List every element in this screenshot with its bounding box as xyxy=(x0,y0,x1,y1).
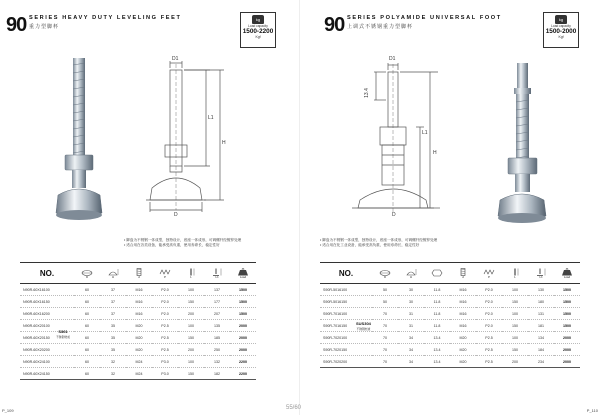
page-number: 55/60 xyxy=(286,405,302,411)
dim-13-4-label: 13.4 xyxy=(363,88,370,98)
dim-h-label: H xyxy=(433,150,437,156)
universal-foot-drawing xyxy=(320,60,450,230)
column-header-hex xyxy=(424,263,450,284)
table-cell: 1500 xyxy=(239,287,247,292)
column-header-load xyxy=(554,263,580,284)
table-cell: 135 xyxy=(214,323,220,328)
table-cell: 31 xyxy=(409,323,413,328)
column-header-pitch xyxy=(476,263,502,284)
table-cell: 131 xyxy=(538,311,544,316)
table-cell: 234 xyxy=(538,359,544,364)
table-cell: 150 xyxy=(188,335,194,340)
table-cell: N90R-60X20200 xyxy=(23,347,50,352)
table-header-row xyxy=(20,263,256,284)
table-cell: 60 xyxy=(85,323,89,328)
right-catalog-page xyxy=(300,0,600,415)
column-header-label: P xyxy=(488,275,490,279)
product-notes xyxy=(124,238,241,248)
series-number: 90 xyxy=(6,14,27,36)
table-cell: 1500 xyxy=(239,299,247,304)
table-cell: P2.5 xyxy=(161,335,169,340)
table-cell: 2000 xyxy=(239,347,247,352)
table-cell: 11.8 xyxy=(433,323,441,328)
table-cell: P2.0 xyxy=(485,323,493,328)
load-capacity-unit: Kgf xyxy=(558,35,564,39)
table-cell: P2.5 xyxy=(161,347,169,352)
table-cell: N90R-60X16150 xyxy=(23,299,50,304)
column-header-load xyxy=(230,263,256,284)
column-header-l xyxy=(178,263,204,284)
column-header-pitch xyxy=(152,263,178,284)
hex-wrench-icon xyxy=(431,269,443,277)
table-row xyxy=(20,356,256,368)
column-header-h xyxy=(100,263,126,284)
base-height-icon xyxy=(107,268,119,276)
load-capacity-value: 1500-2200 xyxy=(242,28,274,35)
table-row xyxy=(20,308,256,320)
table-cell: P2.0 xyxy=(161,287,169,292)
table-cell: 13.4 xyxy=(433,335,441,340)
series-title-en: SERIES POLYAMIDE UNIVERSAL FOOT xyxy=(347,15,502,21)
page-code: P_110 xyxy=(586,408,598,413)
table-cell: P2.0 xyxy=(161,299,169,304)
note-line: • 适合用在各类设备，能承受高负重，使用寿命长，稳定性好 xyxy=(124,243,220,247)
load-capacity-unit: Kgf xyxy=(255,35,261,39)
table-cell: P2.5 xyxy=(485,335,493,340)
table-row xyxy=(320,308,580,320)
table-cell: M16 xyxy=(459,287,467,292)
load-capacity-badge xyxy=(240,12,276,48)
series-title-cn: 重力型脚杯 xyxy=(29,24,60,30)
table-row xyxy=(320,332,580,344)
table-cell: 200 xyxy=(512,359,518,364)
table-cell: N90R-60X24150 xyxy=(23,371,50,376)
material-tag xyxy=(356,322,371,331)
dim-l1-label: L1 xyxy=(422,130,428,136)
column-header-label: Load xyxy=(563,275,571,279)
table-cell: 2000 xyxy=(239,323,247,328)
table-cell: 37 xyxy=(111,287,115,292)
thread-size-icon xyxy=(457,268,469,276)
thread-size-icon xyxy=(133,268,145,276)
spec-table xyxy=(320,262,580,368)
table-cell: P2.0 xyxy=(161,311,169,316)
table-cell: 137 xyxy=(214,287,220,292)
table-cell: M16 xyxy=(459,311,467,316)
table-cell: 30 xyxy=(409,299,413,304)
base-diameter-icon xyxy=(379,268,391,276)
table-cell: 177 xyxy=(214,299,220,304)
note-line: • 脚盘为不锈钢一体成型，独特设计，底座一体成形，可调螺杆经镀锌处理 xyxy=(320,238,438,242)
table-cell: 100 xyxy=(512,311,518,316)
column-header-l1 xyxy=(204,263,230,284)
table-row xyxy=(20,344,256,356)
series-title-en: SERIES HEAVY DUTY LEVELING FEET xyxy=(29,15,182,21)
weight-icon: kg xyxy=(555,15,567,24)
load-capacity-badge xyxy=(543,12,579,48)
dim-l1-label: L1 xyxy=(208,115,214,121)
table-cell: S90R-7020100 xyxy=(323,335,348,340)
table-cell: N90R-60X16200 xyxy=(23,311,50,316)
table-cell: 150 xyxy=(512,323,518,328)
table-cell: M16 xyxy=(459,323,467,328)
table-cell: 100 xyxy=(512,335,518,340)
table-cell: S90R-7016100 xyxy=(323,311,348,316)
table-cell: 181 xyxy=(538,323,544,328)
table-cell: 100 xyxy=(188,287,194,292)
table-cell: 180 xyxy=(538,299,544,304)
table-cell: 13.4 xyxy=(433,359,441,364)
load-capacity-label: Load capacity xyxy=(248,24,268,28)
base-height-icon xyxy=(405,268,417,276)
table-cell: N90R-60X16100 xyxy=(23,287,50,292)
table-cell: 1500 xyxy=(563,299,571,304)
table-cell: 13.4 xyxy=(433,347,441,352)
column-header-label: L xyxy=(190,275,192,279)
table-cell: 35 xyxy=(111,347,115,352)
table-cell: 31 xyxy=(409,311,413,316)
table-cell: 11.8 xyxy=(433,311,441,316)
table-cell: P2.0 xyxy=(485,299,493,304)
dim-d-label: D xyxy=(174,212,178,218)
load-capacity-label: Load capacity xyxy=(551,24,571,28)
load-weight-icon xyxy=(237,268,249,276)
column-header-d xyxy=(74,263,100,284)
table-cell: S90R-7016150 xyxy=(323,323,348,328)
table-cell: 2000 xyxy=(563,347,571,352)
table-header-row xyxy=(320,263,580,284)
dim-d-label: D xyxy=(392,212,396,218)
column-header-label: P xyxy=(164,275,166,279)
table-cell: 200 xyxy=(188,311,194,316)
table-cell: 60 xyxy=(85,335,89,340)
table-cell: 50 xyxy=(383,299,387,304)
table-cell: 30 xyxy=(409,287,413,292)
column-header-label: D xyxy=(86,275,88,279)
table-cell: N90R-60X20100 xyxy=(23,323,50,328)
table-cell: M20 xyxy=(135,323,143,328)
table-cell: 35 xyxy=(111,335,115,340)
material-tag-text: 不锈钢材质 xyxy=(356,326,371,331)
table-cell: 70 xyxy=(383,311,387,316)
table-cell: 32 xyxy=(111,371,115,376)
table-cell: 2000 xyxy=(563,335,571,340)
universal-foot-photo xyxy=(492,58,552,238)
table-cell: 34 xyxy=(409,347,413,352)
material-tag-text: 不锈钢材质 xyxy=(56,334,70,339)
table-cell: 34 xyxy=(409,335,413,340)
table-cell: 32 xyxy=(111,359,115,364)
load-capacity-value: 1500-2000 xyxy=(545,28,577,35)
table-cell: 70 xyxy=(383,335,387,340)
table-cell: M24 xyxy=(135,371,143,376)
table-cell: 50 xyxy=(383,287,387,292)
table-cell: 60 xyxy=(85,299,89,304)
thread-pitch-icon xyxy=(483,268,495,276)
table-cell: 37 xyxy=(111,299,115,304)
table-cell: 182 xyxy=(214,371,220,376)
table-cell: 150 xyxy=(188,371,194,376)
column-header-label: L1 xyxy=(215,275,219,279)
series-number: 90 xyxy=(324,14,345,36)
page-code: P_109 xyxy=(2,408,14,413)
column-header-label: Load xyxy=(239,275,247,279)
table-row xyxy=(20,368,256,380)
table-cell: 35 xyxy=(111,323,115,328)
material-tag xyxy=(56,330,70,339)
table-cell: P3.0 xyxy=(161,359,169,364)
table-cell: M16 xyxy=(135,311,143,316)
table-cell: 207 xyxy=(214,311,220,316)
table-cell: 150 xyxy=(512,299,518,304)
series-title-cn: 上调式不锈钢重力型脚杯 xyxy=(347,24,414,30)
table-cell: N90R-60X20150 xyxy=(23,335,50,340)
table-cell: P3.0 xyxy=(161,371,169,376)
table-cell: 200 xyxy=(188,347,194,352)
table-cell: 250 xyxy=(214,347,220,352)
column-header-l1 xyxy=(528,263,554,284)
table-cell: P2.0 xyxy=(485,287,493,292)
table-cell: M20 xyxy=(459,347,467,352)
table-cell: 2000 xyxy=(239,335,247,340)
column-header-label: D xyxy=(384,275,386,279)
table-cell: 2200 xyxy=(239,371,247,376)
table-row xyxy=(20,284,256,296)
column-header-label: H xyxy=(410,275,412,279)
table-cell: M20 xyxy=(135,347,143,352)
table-cell: P2.5 xyxy=(161,323,169,328)
column-header-h xyxy=(398,263,424,284)
table-cell: M16 xyxy=(135,299,143,304)
base-diameter-icon xyxy=(81,268,93,276)
leveling-foot-photo xyxy=(50,55,110,235)
table-cell: S90R-7020150 xyxy=(323,347,348,352)
column-header-thread xyxy=(450,263,476,284)
total-length-icon xyxy=(535,268,547,276)
table-cell: 37 xyxy=(111,311,115,316)
total-length-icon xyxy=(211,268,223,276)
column-header-l xyxy=(502,263,528,284)
table-cell: 134 xyxy=(538,335,544,340)
table-cell: 60 xyxy=(85,311,89,316)
table-cell: N90R-60X24100 xyxy=(23,359,50,364)
table-cell: 185 xyxy=(214,335,220,340)
note-line: • 脚盘为不锈钢一体成型，独特设计，底座一体成形，可调螺杆经镀锌处理 xyxy=(124,238,242,242)
column-header-label: L1 xyxy=(539,275,543,279)
table-cell: 2000 xyxy=(563,359,571,364)
table-cell: 60 xyxy=(85,347,89,352)
column-header-d xyxy=(372,263,398,284)
table-cell: M20 xyxy=(459,359,467,364)
material-tag-code: S361 xyxy=(58,329,68,334)
table-cell: 132 xyxy=(214,359,220,364)
load-weight-icon xyxy=(561,268,573,276)
table-cell: 34 xyxy=(409,359,413,364)
table-cell: 100 xyxy=(188,359,194,364)
table-cell: S90R-7020200 xyxy=(323,359,348,364)
table-cell: 11.8 xyxy=(433,299,441,304)
table-cell: S90R-5016150 xyxy=(323,299,348,304)
column-header-label: L xyxy=(514,275,516,279)
note-line: • 适合用在化工业设备，能承受高负重，使用寿命长，稳定性好 xyxy=(320,243,420,247)
table-cell: 100 xyxy=(188,323,194,328)
table-row xyxy=(320,344,580,356)
material-tag-code: SUS304 xyxy=(356,321,371,326)
table-row xyxy=(20,296,256,308)
table-cell: 60 xyxy=(85,287,89,292)
spec-table xyxy=(20,262,256,380)
table-cell: 60 xyxy=(85,359,89,364)
table-cell: 70 xyxy=(383,359,387,364)
table-cell: 1500 xyxy=(239,311,247,316)
table-cell: 70 xyxy=(383,347,387,352)
column-header-label: d xyxy=(138,275,140,279)
table-row xyxy=(320,356,580,368)
table-cell: 1500 xyxy=(563,287,571,292)
table-cell: M24 xyxy=(135,359,143,364)
table-cell: 11.8 xyxy=(433,287,441,292)
table-cell: 184 xyxy=(538,347,544,352)
thread-pitch-icon xyxy=(159,268,171,276)
column-header-no: NO. xyxy=(338,268,354,278)
table-row xyxy=(320,284,580,296)
weight-icon: kg xyxy=(252,15,264,24)
table-cell: 150 xyxy=(188,299,194,304)
table-cell: 60 xyxy=(85,371,89,376)
table-cell: 1500 xyxy=(563,323,571,328)
table-cell: P2.0 xyxy=(485,311,493,316)
table-cell: M20 xyxy=(459,335,467,340)
table-cell: 1500 xyxy=(563,311,571,316)
table-cell: M16 xyxy=(459,299,467,304)
thread-length-icon xyxy=(185,268,197,276)
table-cell: 150 xyxy=(512,347,518,352)
dim-h-label: H xyxy=(222,140,226,146)
column-header-thread xyxy=(126,263,152,284)
table-cell: M20 xyxy=(135,335,143,340)
dim-d1-label: D1 xyxy=(389,56,396,62)
table-cell: P2.5 xyxy=(485,359,493,364)
product-notes xyxy=(320,238,437,248)
table-row xyxy=(320,296,580,308)
table-cell: S90R-5016100 xyxy=(323,287,348,292)
table-cell: P2.5 xyxy=(485,347,493,352)
table-cell: M16 xyxy=(135,287,143,292)
table-cell: 130 xyxy=(538,287,544,292)
column-header-label: H xyxy=(112,275,114,279)
table-cell: 100 xyxy=(512,287,518,292)
thread-length-icon xyxy=(509,268,521,276)
table-cell: 2200 xyxy=(239,359,247,364)
column-header-label: d xyxy=(462,275,464,279)
table-cell: 70 xyxy=(383,323,387,328)
column-header-no: NO. xyxy=(39,268,55,278)
dim-d1-label: D1 xyxy=(172,56,179,62)
